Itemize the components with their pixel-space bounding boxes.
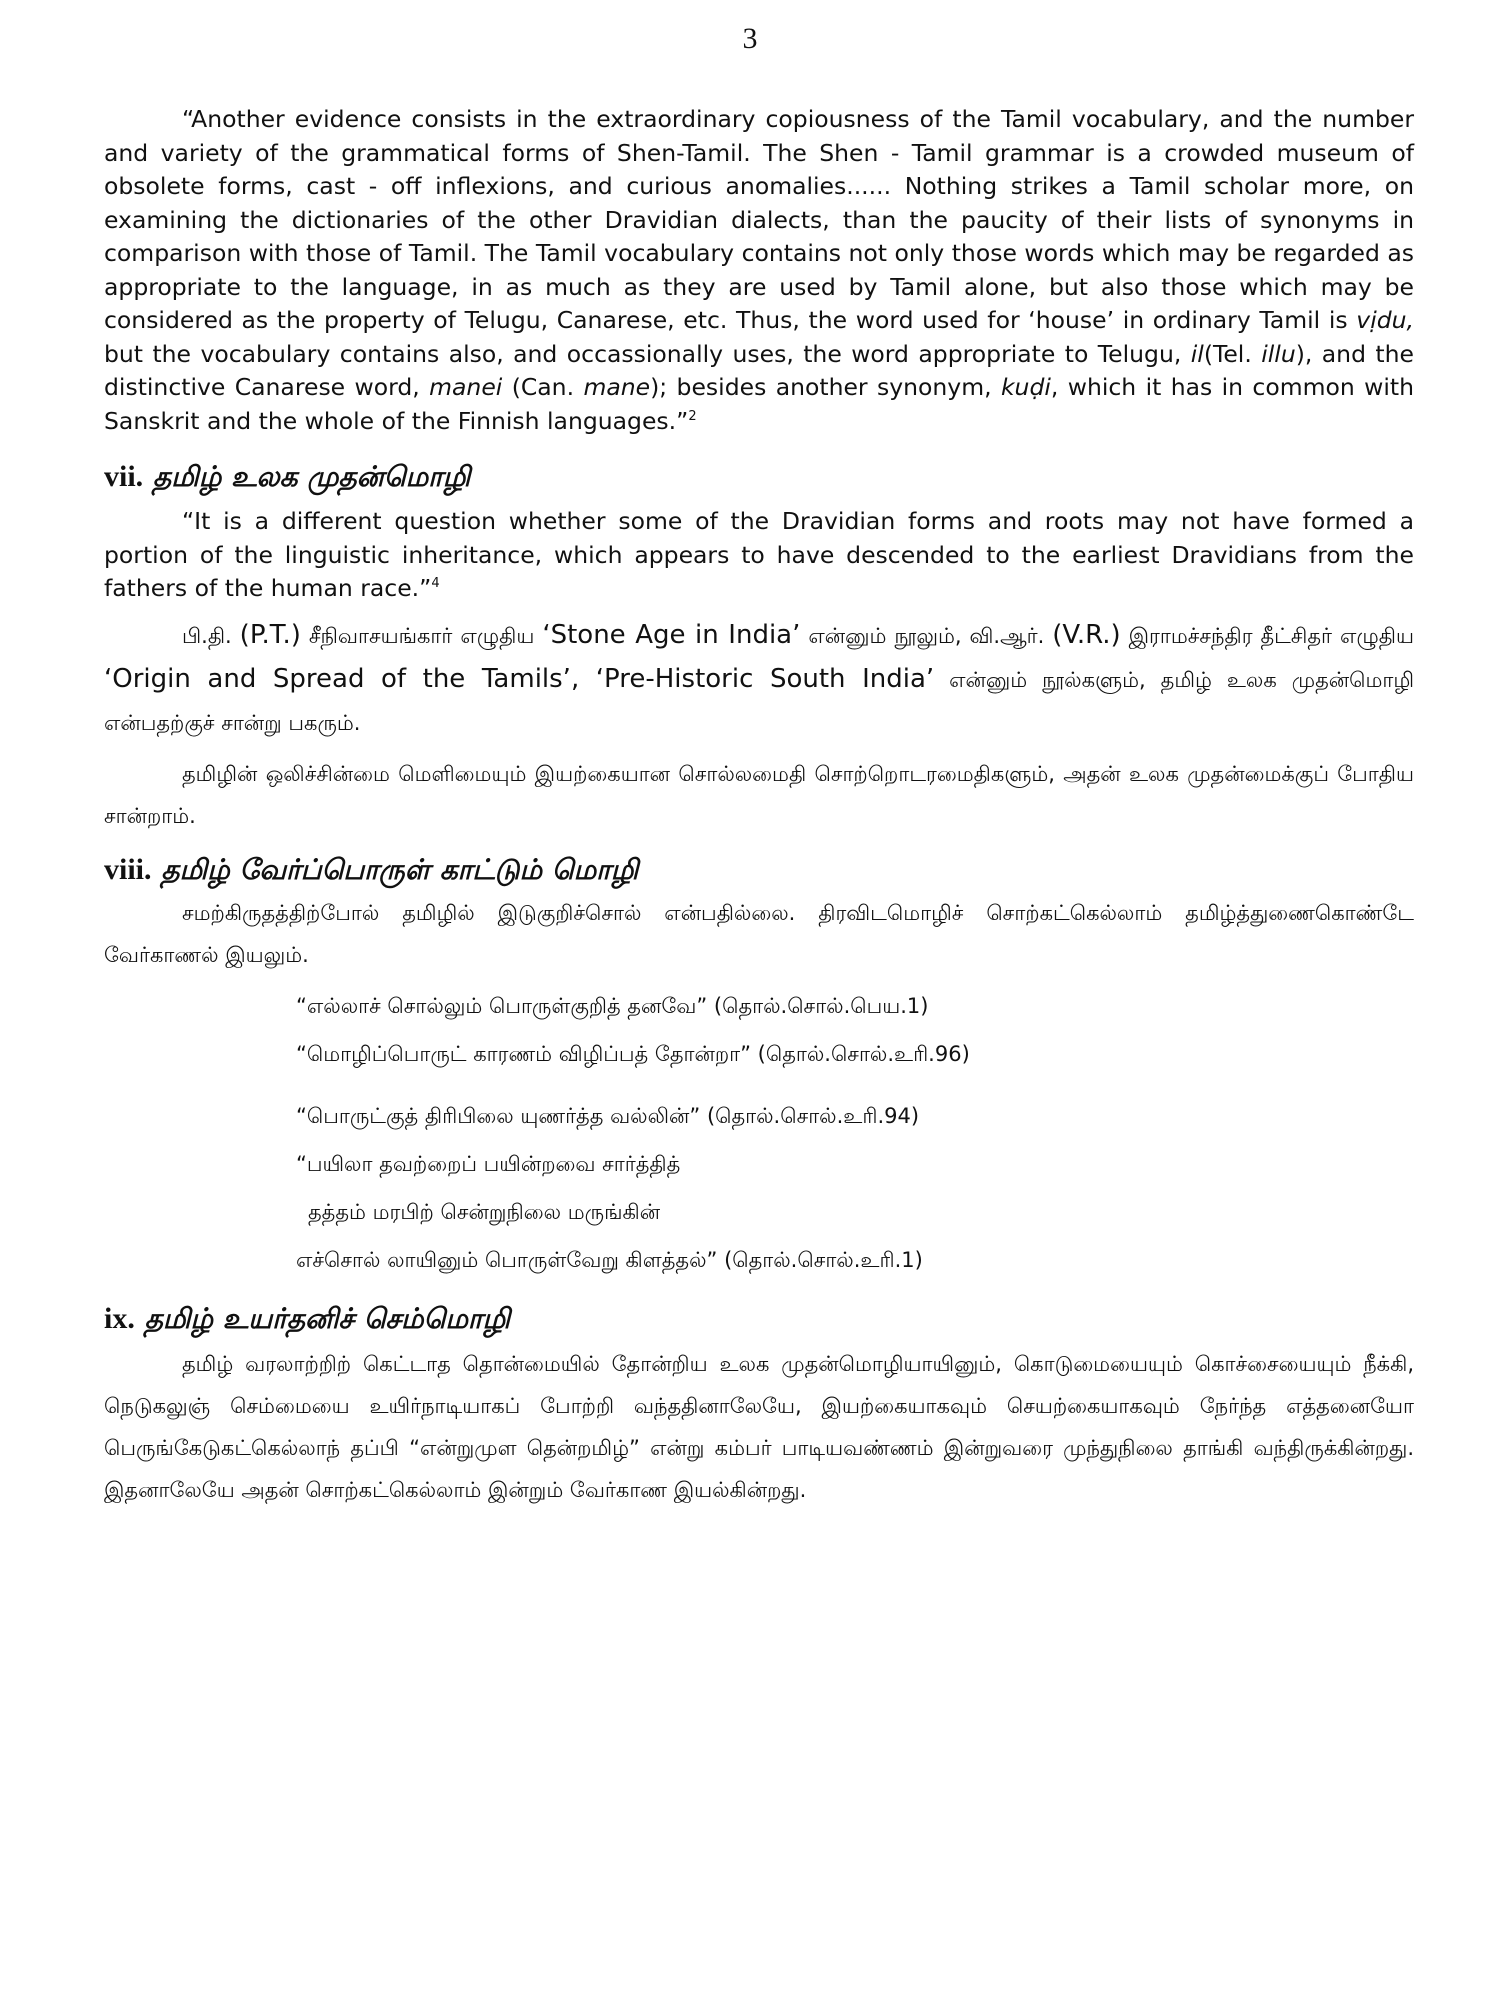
citation: (தொல்.சொல்.பெய.1) bbox=[713, 993, 929, 1018]
section-ix-paragraph-1: தமிழ் வரலாற்றிற் கெட்டாத தொன்மையில் தோன்றிய உலக முதன்மொழியாயினும், கொடுமையையும் கொச்சையையும் நீக்கி, நெடுகலுஞ் செம்மையை உயிர்நாடியாகப் போற்றி வந்ததினாலேயே, இயற்கையாகவும் செயற்கையாகவும் நேர்ந்த எத்தனையோ பெருங்கேடுகட்கெல்லாந் தப்பி “என்றுமுள தென்றமிழ்” என்று கம்பர் பாடியவண்ணம் இன்றுவரை முந்துநிலை தாங்கி வந்திருக்கின்றது. இதனாலேயே அதன் சொற்கட்கெல்லாம் இன்றும் வேர்காண இயல்கின்றது. bbox=[104, 1351, 1414, 1502]
italic-term: kuḍi bbox=[1000, 373, 1051, 401]
text-run: என்னும் நூல்களும், தமிழ் உலக முதன்மொழி என்பதற்குச் சான்று பகரும். bbox=[104, 667, 1415, 735]
section-heading-vii bbox=[104, 460, 1414, 497]
section-title: தமிழ் உலக முதன்மொழி bbox=[152, 460, 471, 493]
italic-term: mane bbox=[583, 373, 651, 401]
italic-term: vịdu, bbox=[1356, 306, 1414, 334]
text-run: என்னும் நூலும், வி.ஆர். bbox=[800, 623, 1053, 648]
section-vii-quote bbox=[104, 505, 1414, 606]
quote-text: ); besides another synonym, bbox=[650, 373, 1001, 401]
verse-text: எச்சொல் லாயினும் பொருள்வேறு கிளத்தல்” bbox=[296, 1247, 718, 1272]
verse-line: “பயிலா தவற்றைப் பயின்றவை சார்த்தித் bbox=[296, 1151, 681, 1176]
quote-text: “It is a different question whether some of the Dravidian forms and roots may not have formed a portion of the linguistic inheritance, which appears to have descended to the earliest Dravidians from the fathers of the human race.” bbox=[104, 507, 1414, 602]
section-vii-paragraph-2: தமிழின் ஒலிச்சின்மை மெளிமையும் இயற்கையான சொல்லமைதி சொற்றொடரமைதிகளும், அதன் உலக முதன்மைக்குப் போதிய சான்றாம். bbox=[104, 761, 1414, 828]
page-number: 3 bbox=[742, 22, 758, 55]
section-number: viii. bbox=[104, 852, 152, 886]
section-viii-paragraph-1: சமற்கிருதத்திற்போல் தமிழில் இடுகுறிச்சொல் என்பதில்லை. திரவிடமொழிச் சொற்கட்கெல்லாம் தமிழ்த்துணைகொண்டே வேர்காணல் இயலும். bbox=[104, 900, 1414, 967]
quote-text: (Can. bbox=[502, 373, 584, 401]
quote-text: ), and the distinctive Canarese word, bbox=[104, 339, 1414, 401]
section-number: vii. bbox=[104, 460, 144, 493]
verse-text: “மொழிப்பொருட் காரணம் விழிப்பத் தோன்றா” bbox=[296, 1041, 751, 1066]
italic-term: il bbox=[1190, 339, 1204, 368]
text-run: இராமச்சந்திர தீட்சிதர் எழுதிய bbox=[1120, 623, 1414, 648]
section-vii-paragraph-1 bbox=[104, 614, 1414, 745]
quote-text: but the vocabulary contains also, and occassionally uses, the word appropriate to Telugu, bbox=[104, 339, 1191, 368]
quote-text: “Another evidence consists in the extraordinary copiousness of the Tamil vocabulary, and the number and variety of the grammatical forms of Shen-Tamil. The Shen - Tamil grammar is a crowded museum of obsolete forms, cast - off inflexions, and curious anomalies...... Nothing strikes a Tamil scholar more, on examining the dictionaries of the other Dravidian dialects, than the paucity of their lists of synonyms in comparison with those of Tamil. The Tamil vocabulary contains not only those words which may be regarded as appropriate to the language, in as much as they are used by Tamil alone, but also those which may be considered as the property of Telugu, Canarese, etc. Thus, the word used for ‘house’ in ordinary Tamil is bbox=[104, 105, 1414, 334]
verse-line bbox=[296, 1236, 1414, 1284]
verse-text: “பொருட்குத் திரிபிலை யுணர்த்த வல்லின்” bbox=[296, 1103, 701, 1128]
verse-line bbox=[296, 982, 1414, 1030]
section-number: ix. bbox=[104, 1301, 135, 1335]
footnote-ref: 4 bbox=[431, 576, 440, 592]
quote-text: , which it has in common with Sanskrit and the whole of the Finnish languages.” bbox=[104, 373, 1414, 435]
section-title: தமிழ் உயர்தனிச் செம்மொழி bbox=[144, 1301, 511, 1335]
book-title: ‘Stone Age in India’ bbox=[542, 619, 801, 650]
verse-text: “எல்லாச் சொல்லும் பொருள்குறித் தனவே” bbox=[296, 993, 708, 1018]
section-heading-ix bbox=[104, 1302, 1414, 1339]
book-title: ‘Origin and Spread of the Tamils’, ‘Pre-Historic South India’ bbox=[104, 663, 935, 694]
caldwell-quote-paragraph bbox=[104, 103, 1414, 438]
citation: (தொல்.சொல்.உரி.94) bbox=[706, 1103, 920, 1128]
verse-line bbox=[296, 1092, 1414, 1140]
italic-term: manei bbox=[429, 373, 503, 401]
text-run: (V.R.) bbox=[1052, 619, 1121, 650]
verse-line bbox=[296, 1030, 1414, 1078]
verse-quotations bbox=[104, 982, 1414, 1284]
citation: (தொல்.சொல்.உரி.1) bbox=[724, 1247, 923, 1272]
page-body bbox=[104, 103, 1414, 1511]
quote-text: (Tel. bbox=[1203, 339, 1262, 368]
text-run: (P.T.) bbox=[239, 619, 301, 650]
italic-term: illu bbox=[1261, 339, 1296, 368]
footnote-ref: 2 bbox=[688, 408, 697, 424]
text-run: சீநிவாசயங்கார் எழுதிய bbox=[300, 623, 543, 648]
section-heading-viii bbox=[104, 853, 1414, 890]
verse-line: தத்தம் மரபிற் சென்றுநிலை மருங்கின் bbox=[308, 1199, 661, 1224]
citation: (தொல்.சொல்.உரி.96) bbox=[757, 1041, 970, 1066]
section-title: தமிழ் வேர்ப்பொருள் காட்டும் மொழி bbox=[161, 852, 639, 886]
text-run: பி.தி. bbox=[182, 623, 240, 648]
